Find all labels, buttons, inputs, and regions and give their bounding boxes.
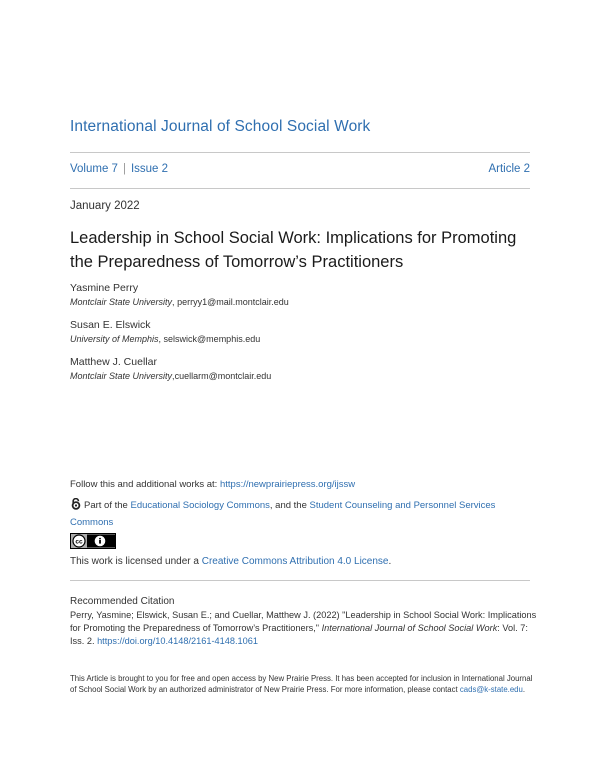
author-email[interactable]: cuellarm@montclair.edu — [174, 371, 272, 381]
author-block — [70, 355, 271, 383]
publication-date: January 2022 — [70, 200, 140, 212]
issue-link[interactable]: Issue 2 — [130, 163, 169, 175]
author-block — [70, 281, 289, 309]
collection-link[interactable]: Student Counseling and Personnel Services Commons — [70, 500, 496, 528]
journal-title-link[interactable]: International Journal of School Social Work — [70, 118, 371, 135]
author-email[interactable]: selswick@memphis.edu — [163, 334, 261, 344]
divider — [70, 580, 530, 581]
cc-logo-text: cc — [75, 538, 83, 546]
paper-title: Leadership in School Social Work: Implications for Promoting the Preparedness of Tomorrow’s Practitioners — [70, 229, 517, 271]
affiliation-name: Montclair State University — [70, 371, 173, 381]
author-name: Yasmine Perry — [70, 282, 139, 294]
license-link[interactable]: Creative Commons Attribution 4.0 License — [201, 556, 389, 567]
citation-text — [70, 609, 540, 648]
follow-line — [70, 479, 355, 490]
separator: | — [122, 163, 126, 175]
contact-email-link[interactable]: cads@k-state.edu — [459, 685, 523, 694]
author-affiliation: Montclair State University, perryy1@mail.montclair.edu — [70, 297, 289, 307]
affiliation-name: University of Memphis — [70, 334, 159, 344]
volume-issue — [70, 163, 168, 175]
recommended-citation-heading: Recommended Citation — [70, 596, 175, 607]
license-prefix: This work is licensed under a — [70, 556, 202, 567]
divider — [70, 152, 530, 153]
open-access-icon — [70, 498, 82, 510]
access-notice — [70, 673, 540, 695]
collection-link[interactable]: Educational Sociology Commons — [130, 500, 270, 511]
partof-middle: , and the — [269, 500, 310, 511]
volume-link[interactable]: Volume 7 — [70, 163, 118, 175]
article-number-link[interactable]: Article 2 — [488, 163, 530, 175]
author-name: Susan E. Elswick — [70, 319, 151, 331]
part-of-collections — [70, 497, 540, 531]
author-email[interactable]: perryy1@mail.montclair.edu — [177, 297, 289, 307]
affiliation-name: Montclair State University — [70, 297, 173, 307]
citation-volume: : Vol. 7: Iss. 2. — [70, 623, 528, 646]
divider — [70, 188, 530, 189]
doi-link[interactable]: https://doi.org/10.4148/2161-4148.1061 — [97, 636, 258, 646]
license-suffix: . — [388, 556, 392, 567]
follow-text: Follow this and additional works at: — [70, 479, 220, 490]
author-name: Matthew J. Cuellar — [70, 356, 157, 368]
license-line — [70, 556, 391, 567]
partof-prefix: Part of the — [84, 500, 131, 511]
author-affiliation: University of Memphis, selswick@memphis.edu — [70, 334, 261, 344]
notice-text: This Article is brought to you for free and open access by New Prairie Press. It has been accepted for inclusion in International Journal of School Social Work by an authorized administrator of New Prairie Press. For more information, please contact — [70, 674, 533, 694]
citation-journal: International Journal of School Social Work — [321, 623, 498, 633]
repository-link[interactable]: https://newprairiepress.org/ijssw — [219, 479, 356, 490]
citation-main: Perry, Yasmine; Elswick, Susan E.; and Cuellar, Matthew J. (2022) "Leadership in School Social Work: Implications for Promoting the Preparedness of Tomorrow’s Practitioners," — [70, 610, 537, 633]
author-affiliation: Montclair State University,cuellarm@montclair.edu — [70, 371, 272, 381]
cc-by-license-badge[interactable] — [70, 533, 116, 549]
author-block — [70, 318, 260, 346]
notice-suffix: . — [522, 685, 526, 694]
